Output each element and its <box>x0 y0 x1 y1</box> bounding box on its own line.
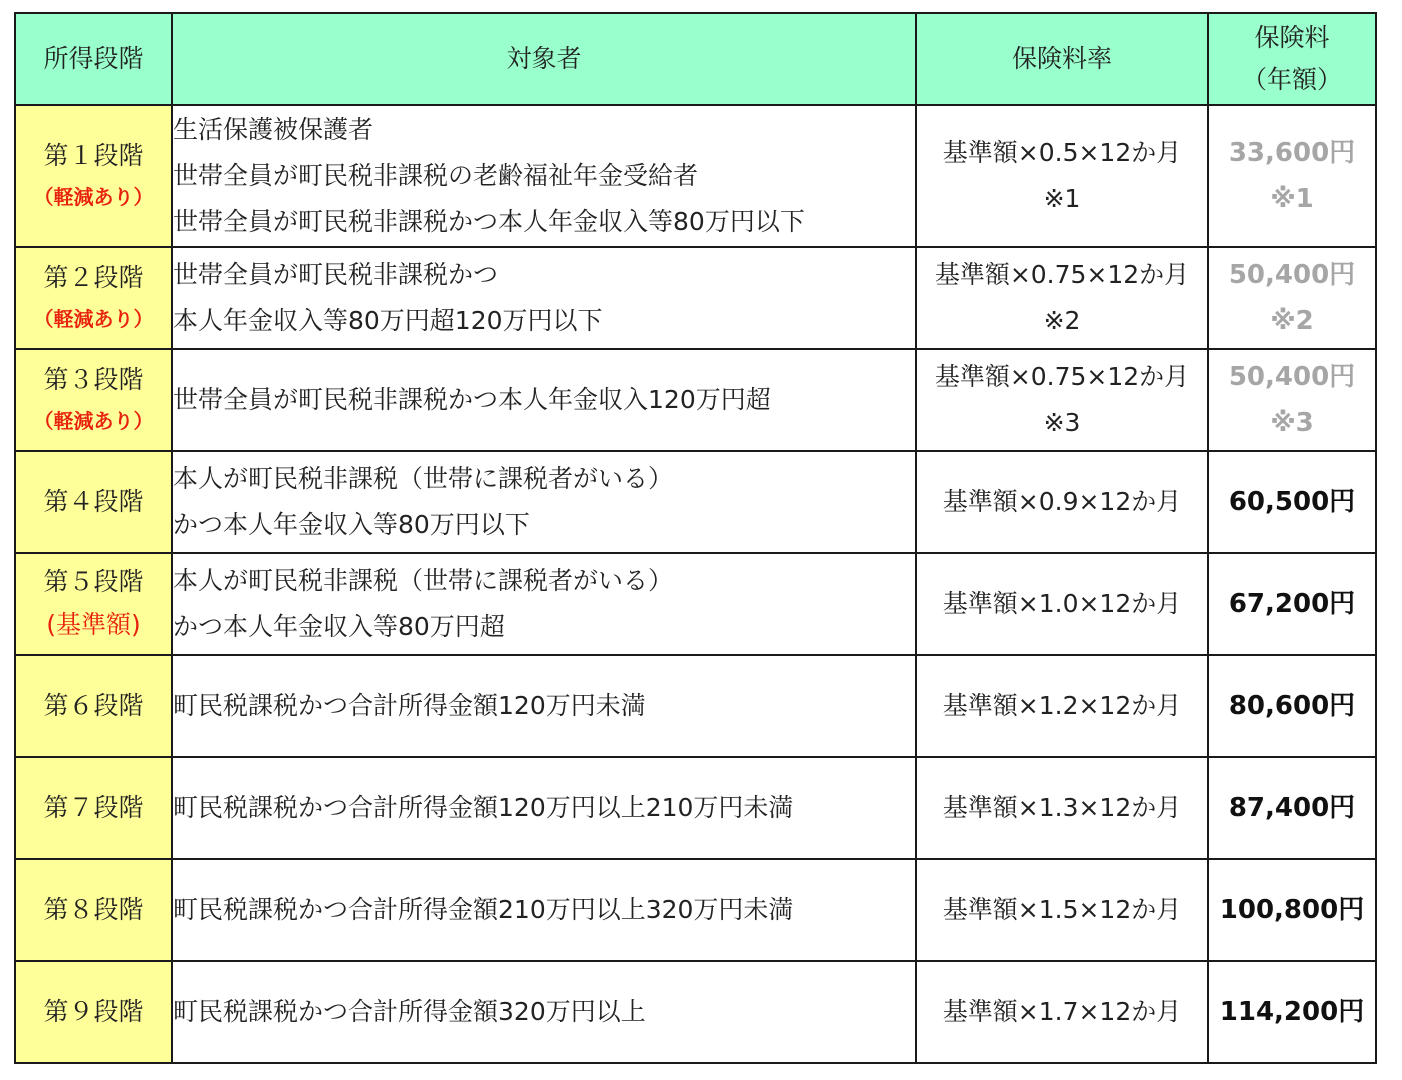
rate-cell <box>916 451 1208 553</box>
rate-value: 基準額×0.75×12か月 <box>934 362 1190 391</box>
rate-value: 基準額×1.7×12か月 <box>942 997 1182 1026</box>
stage-cell <box>15 451 172 553</box>
target-cell <box>172 105 916 247</box>
target-cell <box>172 247 916 349</box>
rate-value: 基準額×0.5×12か月 <box>942 138 1182 167</box>
fee-value: 114,200円 <box>1219 997 1365 1027</box>
table-row <box>15 961 1376 1063</box>
header-target: 対象者 <box>172 13 916 105</box>
table-row <box>15 105 1376 247</box>
target-line: 生活保護被保護者 <box>173 115 374 144</box>
target-cell <box>172 349 916 451</box>
header-fee-label: 保険料 <box>1254 23 1330 52</box>
insurance-premium-table <box>14 12 1377 1064</box>
rate-cell <box>916 349 1208 451</box>
rate-cell <box>916 553 1208 655</box>
fee-footnote: ※1 <box>1270 184 1314 214</box>
table-header <box>15 13 1376 105</box>
target-line: 世帯全員が町民税非課税かつ本人年金収入120万円超 <box>173 385 771 414</box>
stage-cell <box>15 961 172 1063</box>
stage-note: （軽減あり） <box>33 307 154 331</box>
table-row <box>15 859 1376 961</box>
header-fee <box>1208 13 1376 105</box>
fee-footnote: ※3 <box>1270 408 1314 438</box>
header-stage: 所得段階 <box>15 13 172 105</box>
fee-value: 100,800円 <box>1219 895 1365 925</box>
rate-value: 基準額×1.0×12か月 <box>942 589 1182 618</box>
fee-value: 80,600円 <box>1228 691 1356 721</box>
target-line: 世帯全員が町民税非課税かつ <box>173 260 499 289</box>
stage-name: 第３段階 <box>43 365 144 394</box>
stage-name: 第４段階 <box>43 487 144 516</box>
rate-cell <box>916 655 1208 757</box>
fee-cell <box>1208 859 1376 961</box>
rate-footnote: ※1 <box>1043 184 1081 213</box>
table-row <box>15 247 1376 349</box>
target-line: 世帯全員が町民税非課税の老齢福祉年金受給者 <box>173 161 699 190</box>
stage-cell <box>15 859 172 961</box>
fee-value: 50,400円 <box>1228 362 1356 392</box>
rate-footnote: ※2 <box>1043 306 1081 335</box>
stage-name: 第７段階 <box>43 793 144 822</box>
stage-cell <box>15 247 172 349</box>
stage-cell <box>15 757 172 859</box>
table-row <box>15 451 1376 553</box>
rate-value: 基準額×1.2×12か月 <box>942 691 1182 720</box>
fee-footnote: ※2 <box>1270 306 1314 336</box>
fee-cell <box>1208 247 1376 349</box>
stage-name: 第１段階 <box>43 141 144 170</box>
rate-cell <box>916 247 1208 349</box>
stage-note: （軽減あり） <box>33 409 154 433</box>
header-row <box>15 13 1376 105</box>
target-line: 本人年金収入等80万円超120万円以下 <box>173 306 603 335</box>
table-row <box>15 349 1376 451</box>
stage-name: 第８段階 <box>43 895 144 924</box>
table-row <box>15 553 1376 655</box>
stage-name: 第５段階 <box>43 567 144 596</box>
fee-value: 87,400円 <box>1228 793 1356 823</box>
stage-note: （軽減あり） <box>33 185 154 209</box>
fee-cell <box>1208 451 1376 553</box>
rate-value: 基準額×1.5×12か月 <box>942 895 1182 924</box>
header-rate: 保険料率 <box>916 13 1208 105</box>
target-line: 町民税課税かつ合計所得金額120万円以上210万円未満 <box>173 793 794 822</box>
target-line: 本人が町民税非課税（世帯に課税者がいる） <box>173 464 674 493</box>
target-line: かつ本人年金収入等80万円以下 <box>173 510 530 539</box>
fee-value: 67,200円 <box>1228 589 1356 619</box>
target-cell <box>172 553 916 655</box>
fee-value: 50,400円 <box>1228 260 1356 290</box>
fee-value: 60,500円 <box>1228 487 1356 517</box>
stage-name: 第６段階 <box>43 691 144 720</box>
stage-note: (基準額) <box>46 610 141 639</box>
target-cell <box>172 961 916 1063</box>
rate-cell <box>916 757 1208 859</box>
target-cell <box>172 451 916 553</box>
stage-cell <box>15 105 172 247</box>
fee-cell <box>1208 961 1376 1063</box>
target-cell <box>172 757 916 859</box>
target-line: 本人が町民税非課税（世帯に課税者がいる） <box>173 566 674 595</box>
header-fee-annual: （年額） <box>1241 65 1342 94</box>
fee-value: 33,600円 <box>1228 138 1356 168</box>
rate-cell <box>916 961 1208 1063</box>
rate-footnote: ※3 <box>1043 408 1081 437</box>
stage-cell <box>15 553 172 655</box>
rate-cell <box>916 105 1208 247</box>
table-row <box>15 655 1376 757</box>
table-row <box>15 757 1376 859</box>
stage-cell <box>15 349 172 451</box>
target-cell <box>172 655 916 757</box>
target-line: かつ本人年金収入等80万円超 <box>173 612 505 641</box>
fee-cell <box>1208 655 1376 757</box>
fee-cell <box>1208 757 1376 859</box>
fee-cell <box>1208 553 1376 655</box>
fee-cell <box>1208 349 1376 451</box>
rate-value: 基準額×1.3×12か月 <box>942 793 1182 822</box>
target-cell <box>172 859 916 961</box>
target-line: 世帯全員が町民税非課税かつ本人年金収入等80万円以下 <box>173 207 805 236</box>
stage-name: 第２段階 <box>43 263 144 292</box>
target-line: 町民税課税かつ合計所得金額320万円以上 <box>173 997 646 1026</box>
rate-value: 基準額×0.9×12か月 <box>942 487 1182 516</box>
stage-cell <box>15 655 172 757</box>
rate-cell <box>916 859 1208 961</box>
rate-value: 基準額×0.75×12か月 <box>934 260 1190 289</box>
stage-name: 第９段階 <box>43 997 144 1026</box>
target-line: 町民税課税かつ合計所得金額210万円以上320万円未満 <box>173 895 794 924</box>
fee-cell <box>1208 105 1376 247</box>
target-line: 町民税課税かつ合計所得金額120万円未満 <box>173 691 646 720</box>
